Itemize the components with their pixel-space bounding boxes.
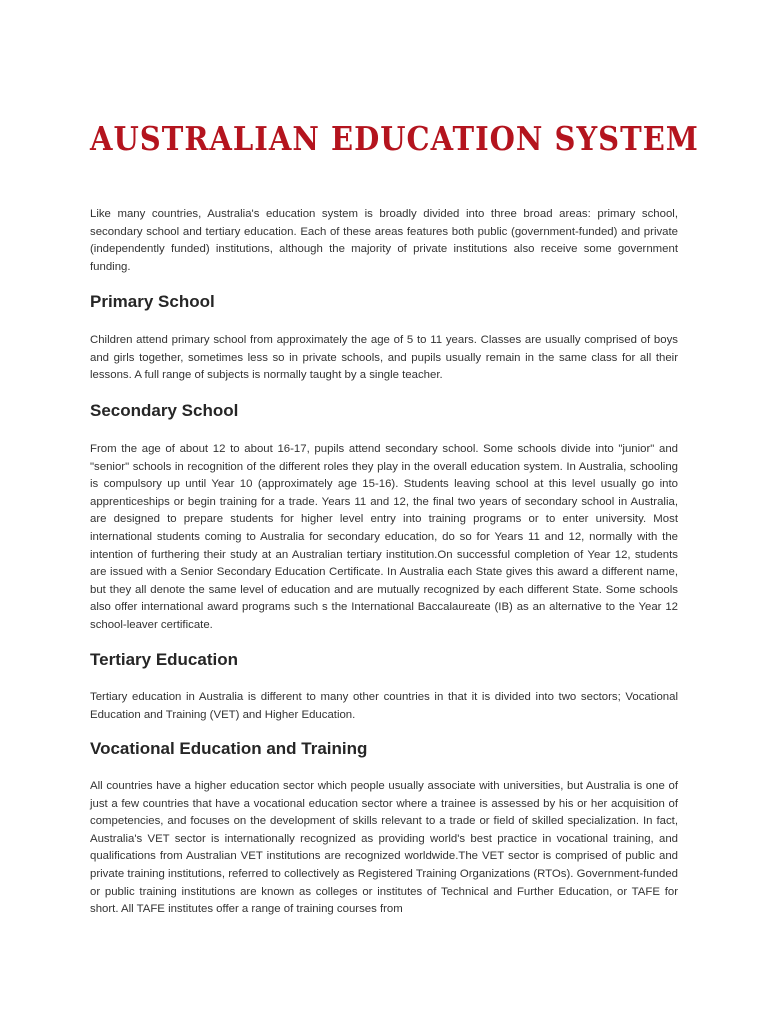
section-vocational-education xyxy=(90,739,678,919)
section-primary-school xyxy=(90,292,678,385)
section-paragraph: Children attend primary school from approximately the age of 5 to 11 years. Classes are usually comprised of boys and girls together, sometimes less so in private schools, and pupils usually remain in the same class for all their lessons. A full range of subjects is normally taught by a single teacher. xyxy=(90,334,678,382)
document-title: AUSTRALIAN EDUCATION SYSTEM xyxy=(90,120,699,159)
section-tertiary-education xyxy=(90,650,678,724)
section-heading: Secondary School xyxy=(90,401,239,420)
section-heading: Vocational Education and Training xyxy=(90,739,368,758)
section-secondary-school xyxy=(90,401,678,635)
section-heading: Primary School xyxy=(90,292,215,311)
section-paragraph: All countries have a higher education sector which people usually associate with universities, but Australia is one of just a few countries that have a vocational education sector where a trainee is assessed by his or her acquisition of competencies, and focuses on the development of skills relevant to a trade or field of skilled specialization. In fact, Australia's VET sector is internationally recognized as providing world's best practice in vocational training, and qualifications from Australian VET institutions are recognized worldwide.The VET sector is comprised of public and private training institutions, referred to collectively as Registered Training Organizations (RTOs). Government-funded or public training institutions are known as colleges or institutes of Technical and Further Education, or TAFE for short. All TAFE institutes offer a range of training courses from xyxy=(90,780,678,916)
intro-paragraph: Like many countries, Australia's education system is broadly divided into three broad areas: primary school, secondary school and tertiary education. Each of these areas features both public (government-funded) and private (independently funded) institutions, although the majority of private institutions also receive some government funding. xyxy=(90,208,678,273)
section-heading: Tertiary Education xyxy=(90,650,238,669)
intro-section xyxy=(90,206,678,276)
section-paragraph: Tertiary education in Australia is different to many other countries in that it is divided into two sectors; Vocational Education and Training (VET) and Higher Education. xyxy=(90,691,678,721)
section-paragraph: From the age of about 12 to about 16-17, pupils attend secondary school. Some schools divide into "junior" and "senior" schools in recognition of the different roles they play in the overall education system. In Australia, schooling is compulsory up until Year 10 (approximately age 15-16). Students leaving school at this level usually go into apprenticeships or begin training for a trade. Years 11 and 12, the final two years of secondary school in Australia, are designed to prepare students for higher level entry into training programs or to enter university. Most international students coming to Australia for secondary education, do so for Years 11 and 12, normally with the intention of furthering their study at an Australian tertiary institution.On successful completion of Year 12, students are issued with a Senior Secondary Education Certificate. In Australia each State gives this award a different name, but they all denote the same level of education and are mutually recognized by each different State. Some schools also offer international award programs such s the International Baccalaureate (IB) as an alternative to the Year 12 school-leaver certificate. xyxy=(90,443,678,631)
